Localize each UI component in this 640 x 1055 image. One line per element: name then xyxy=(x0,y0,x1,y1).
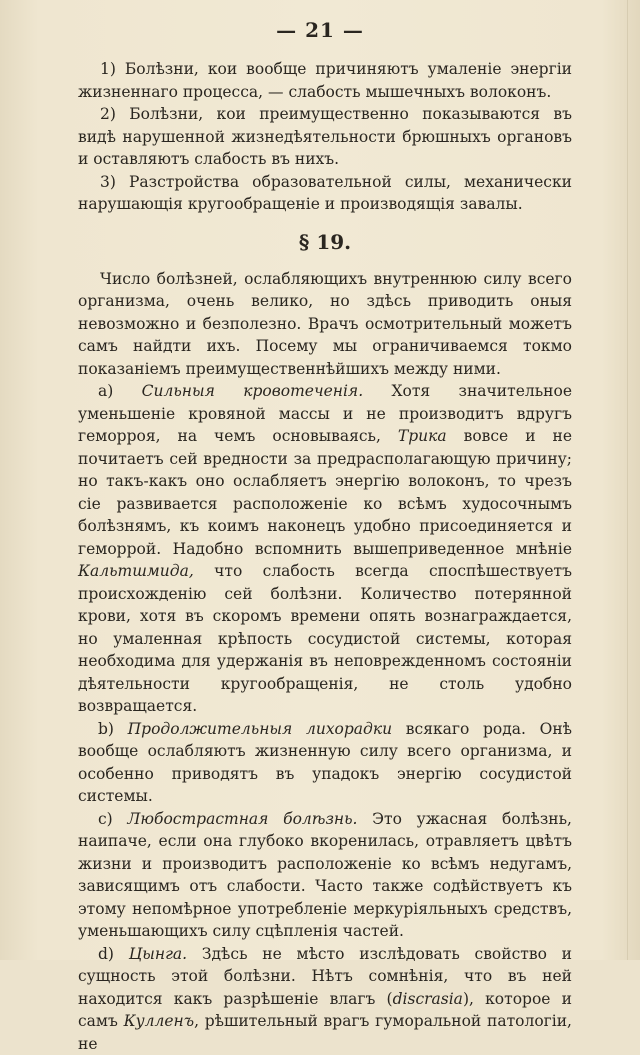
subsection-a-text-2: вовсе и не почитаетъ сей вредности за предрасполагающую причину; но такъ-какъ оно ослабляетъ энергію волоконъ, то чрезъ сіе развивается расположеніе ко всѣмъ худосочнымъ болѣзнямъ, къ коимъ наконецъ удобно присоединяется и геморрой. Надобно вспомнить вышеприведенное мнѣніе xyxy=(78,427,572,558)
subsection-d-label: d) xyxy=(98,945,114,963)
section-intro: Число болѣзней, ослабляющихъ внутреннюю силу всего организма, очень велико, но здѣсь приводить оныя невозможно и безполезно. Врачъ осмотрительный можетъ самъ найдти ихъ. Посему мы ограничиваемся токмо показаніемъ преимущественнѣйшихъ между ними. xyxy=(78,268,572,381)
subsection-a-title: Сильныя кровотеченія. xyxy=(142,382,363,400)
page-body xyxy=(78,58,572,1055)
page-edge-line xyxy=(627,0,628,960)
section-heading: § 19. xyxy=(78,230,572,254)
subsection-c xyxy=(78,808,572,943)
subsection-b-title: Продолжительныя лихорадки xyxy=(128,720,392,738)
subsection-c-text: Это ужасная болѣзнь, наипаче, если она глубоко вкоренилась, отравляетъ цвѣтъ жизни и производитъ расположеніе ко всѣмъ недугамъ, зависящимъ отъ слабости. Часто также содѣйствуетъ къ этому непомѣрное употребленіе меркуріяльныхъ средствъ, уменьшающихъ силу сцѣпленія частей. xyxy=(78,810,572,941)
list-item-3: 3) Разстройства образовательной силы, механически нарушающія кругообращеніе и производящія завалы. xyxy=(78,171,572,216)
subsection-a-text-3: что слабость всегда споспѣшествуетъ происхожденію сей болѣзни. Количество потерянной крови, хотя въ скоромъ времени опять вознаграждается, но умаленная крѣпость сосудистой системы, которая необходима для удержанія въ неповрежденномъ состояніи дѣятельности кругообращенія, не столь удобно возвращается. xyxy=(78,562,572,715)
subsection-d-text-1: Здѣсь не мѣсто изслѣдовать свойство и сущность этой болѣзни. Нѣтъ сомнѣнія, что въ ней находится какъ разрѣшеніе влагъ ( xyxy=(78,945,572,1008)
list-item-2: 2) Болѣзни, кои преимущественно показываются въ видѣ нарушенной жизнедѣятельности брюшныхъ органовъ и оставляютъ слабость въ нихъ. xyxy=(78,103,572,171)
author-name-trika: Трика xyxy=(398,427,447,445)
subsection-c-title: Любострастная болѣзнь. xyxy=(127,810,357,828)
subsection-d-text-3: , рѣшительный врагъ гуморальной патологіи, не xyxy=(78,1012,572,1053)
list-item-1: 1) Болѣзни, кои вообще причиняютъ умаленіе энергіи жизненнаго процесса, — слабость мышечныхъ волоконъ. xyxy=(78,58,572,103)
page-number: — 21 — xyxy=(0,18,640,42)
subsection-d-title: Цынга. xyxy=(129,945,187,963)
subsection-d xyxy=(78,943,572,1055)
subsection-b-text: всякаго рода. Онѣ вообще ослабляютъ жизненную силу всего организма, и особенно приводятъ въ упадокъ энергію сосудистой системы. xyxy=(78,720,572,806)
author-name-kaltschmid: Кальтшмида, xyxy=(78,562,194,580)
subsection-d-text-2: ), которое и самъ xyxy=(78,990,572,1031)
subsection-a-text-1: Хотя значительное уменьшеніе кровяной массы и не производитъ вдругъ геморроя, на чемъ основываясь, xyxy=(78,382,572,445)
subsection-b xyxy=(78,718,572,808)
subsection-a xyxy=(78,380,572,718)
latin-term: discrasia xyxy=(393,990,463,1008)
subsection-b-label: b) xyxy=(98,720,114,738)
subsection-a-label: a) xyxy=(98,382,113,400)
subsection-c-label: c) xyxy=(98,810,113,828)
author-name-cullen: Кулленъ xyxy=(124,1012,194,1030)
